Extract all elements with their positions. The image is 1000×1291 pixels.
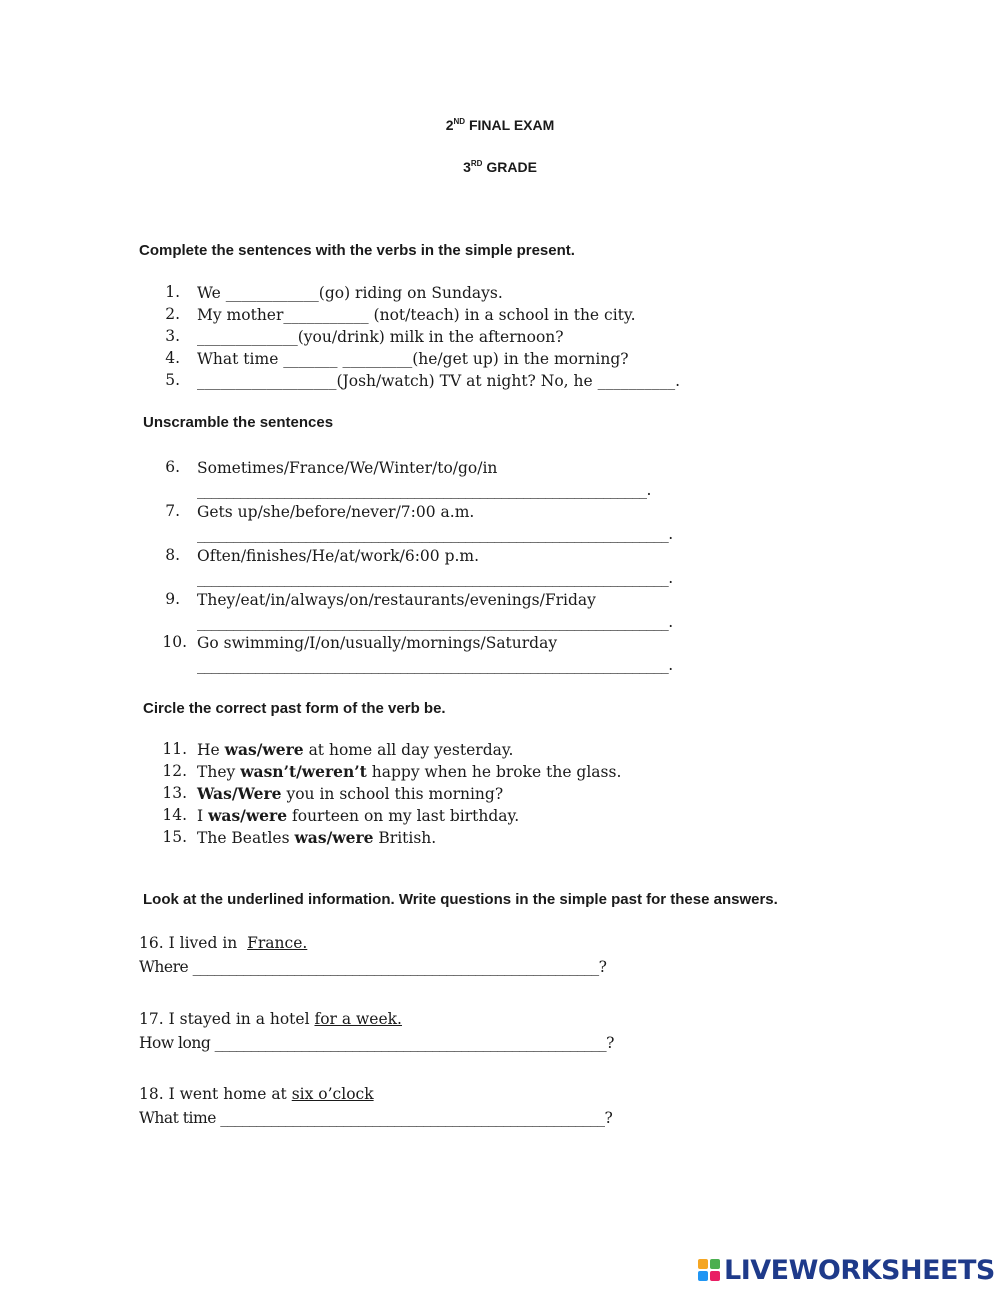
choice-option[interactable]: was/were [208, 806, 288, 825]
answer-prompt: 16. I lived in France. [139, 934, 308, 952]
exam-title: 2ND FINAL EXAM [445, 117, 555, 133]
answer-line[interactable]: _________________________________________________________________. [197, 656, 673, 674]
choice-option[interactable]: was/were [294, 828, 374, 847]
answer-line[interactable]: ______________________________________________________________. [197, 481, 651, 499]
choice-option[interactable]: was/were [224, 740, 304, 759]
question-line[interactable]: How long ______________________________________________________? [139, 1034, 614, 1052]
question-line[interactable]: Where ________________________________________________________? [139, 958, 607, 976]
choice-option[interactable]: wasn’t/weren’t [240, 762, 367, 781]
section4-heading: Look at the underlined information. Write questions in the simple past for these answers. [143, 891, 778, 908]
answer-line[interactable]: _________________________________________________________________. [197, 613, 673, 631]
logo-text: LIVEWORKSHEETS [724, 1254, 995, 1286]
section1-heading: Complete the sentences with the verbs in the simple present. [139, 242, 575, 259]
choice-option[interactable]: Was/Were [197, 784, 282, 803]
answer-prompt: 17. I stayed in a hotel for a week. [139, 1010, 402, 1028]
answer-line[interactable]: _________________________________________________________________. [197, 525, 673, 543]
answer-line[interactable]: _________________________________________________________________. [197, 569, 673, 587]
grade-title: 3RD GRADE [463, 159, 537, 175]
answer-prompt: 18. I went home at six o’clock [139, 1085, 374, 1103]
question-line[interactable]: What time _____________________________________________________? [139, 1109, 613, 1127]
logo-icon [698, 1259, 720, 1281]
section3-heading: Circle the correct past form of the verb be. [143, 700, 446, 717]
liveworksheets-logo[interactable] [698, 1254, 995, 1286]
section2-heading: Unscramble the sentences [143, 414, 334, 431]
